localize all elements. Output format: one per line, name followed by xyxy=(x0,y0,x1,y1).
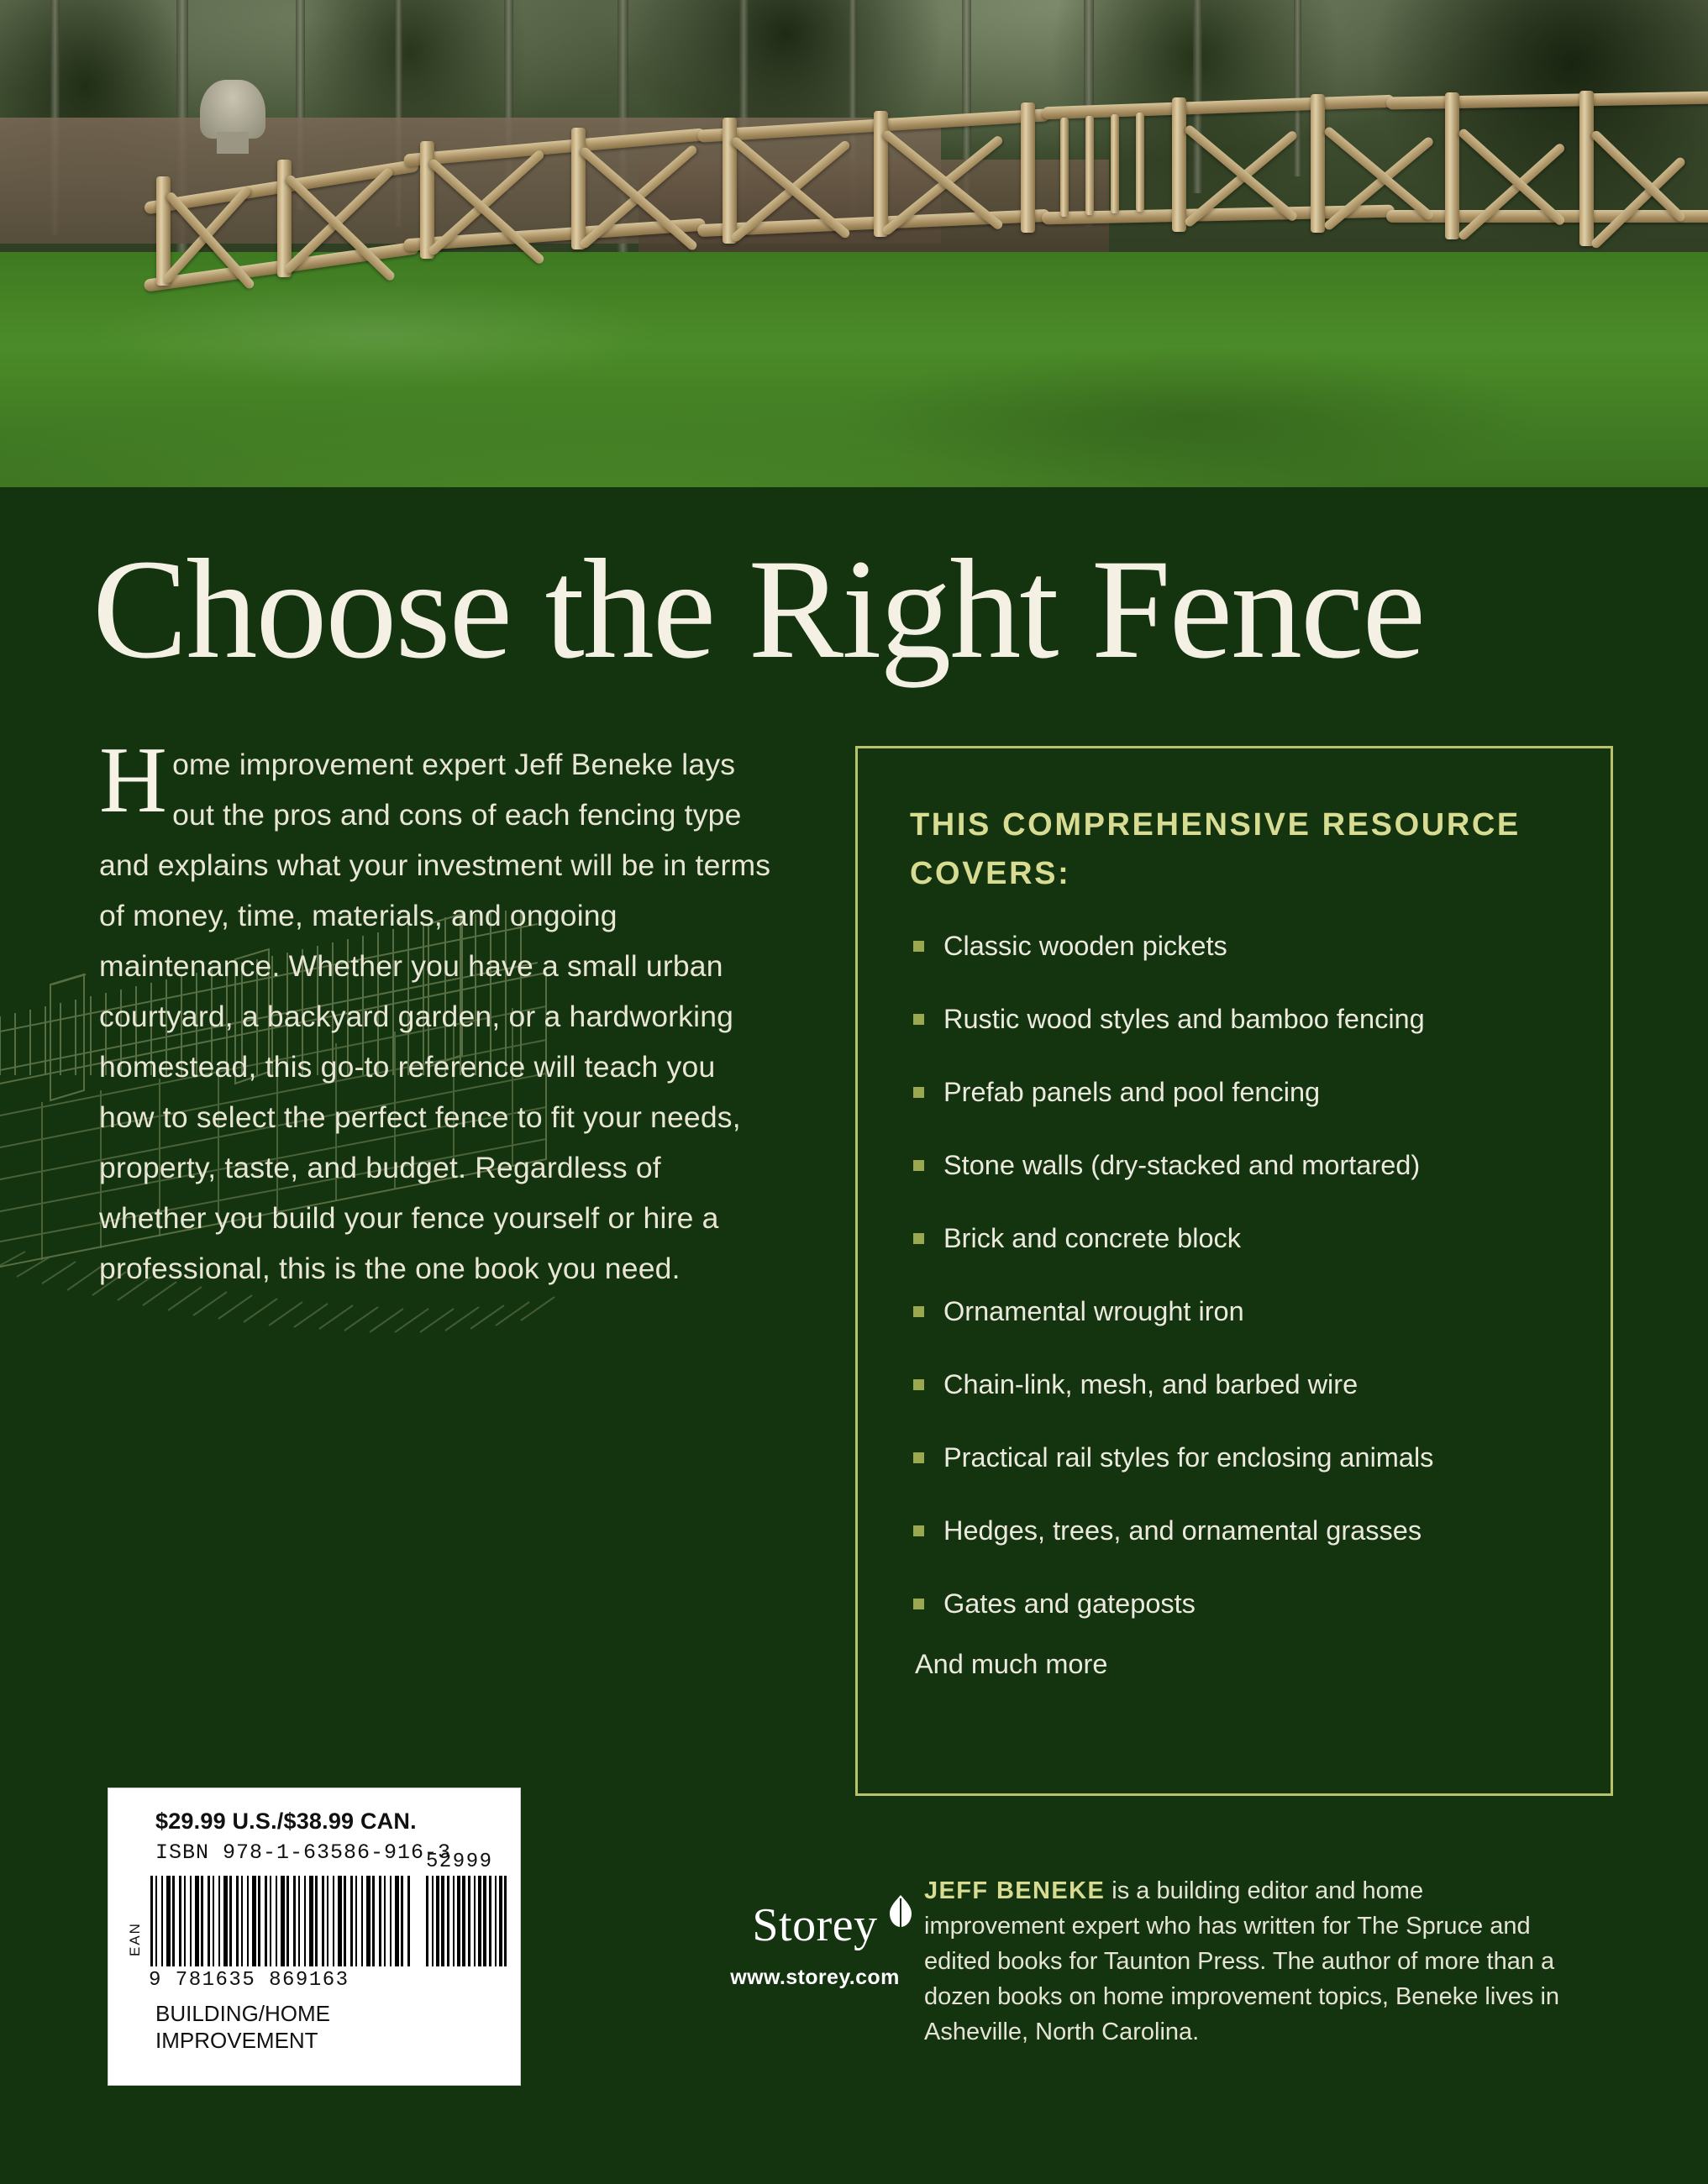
list-item: Stone walls (dry-stacked and mortared) xyxy=(910,1147,1570,1183)
photo-rustic-fence xyxy=(0,0,1708,487)
isbn-label: ISBN 978-1-63586-916-3 xyxy=(155,1840,452,1865)
list-item: Rustic wood styles and bamboo fencing xyxy=(910,1001,1570,1037)
resource-covers-more: And much more xyxy=(915,1649,1108,1679)
publisher-name-text: Storey xyxy=(752,1899,878,1951)
list-item: Gates and gateposts xyxy=(910,1586,1570,1621)
cover-photograph xyxy=(0,0,1708,487)
category-line-2: IMPROVEMENT xyxy=(155,2028,318,2053)
publisher-url[interactable]: www.storey.com xyxy=(730,1966,900,1989)
list-item: Ornamental wrought iron xyxy=(910,1294,1570,1329)
ean-label: EAN xyxy=(127,1922,143,1956)
resource-covers-list xyxy=(910,928,1570,1621)
category-line-1: BUILDING/HOME xyxy=(155,2001,331,2026)
list-item: Classic wooden pickets xyxy=(910,928,1570,963)
category-label xyxy=(155,2000,330,2054)
list-item: Chain-link, mesh, and barbed wire xyxy=(910,1367,1570,1402)
list-item: Prefab panels and pool fencing xyxy=(910,1074,1570,1110)
cover-title: Choose the Right Fence xyxy=(92,530,1424,688)
author-name: JEFF BENEKE xyxy=(924,1877,1106,1904)
blurb-dropcap: H xyxy=(99,728,168,832)
barcode-addon xyxy=(426,1876,507,1966)
cover-blurb xyxy=(99,728,771,1294)
blurb-text: ome improvement expert Jeff Beneke lays out the pros and cons of each fencing type and explains what your investment will be in terms of money, time, materials, and ongoing maintenance. Whether you have a small urban courtyard, a backyard garden, or a hardworking homestead, this go-to reference will teach you how to select the perfect fence to fit your needs, property, taste, and budget. Regardless of whether you build your fence yourself or hire a professional, this is the one book you need. xyxy=(99,748,771,1285)
barcode-main xyxy=(150,1876,411,1966)
barcode-block xyxy=(108,1788,521,2086)
barcode-addon-digits: 52999 xyxy=(426,1851,493,1873)
author-bio xyxy=(924,1873,1563,2050)
publisher-name xyxy=(752,1898,877,1952)
list-item: Practical rail styles for enclosing animals xyxy=(910,1440,1570,1475)
resource-covers-box xyxy=(855,746,1613,1796)
resource-covers-heading: THIS COMPREHENSIVE RESOURCE COVERS: xyxy=(910,807,1521,891)
author-bio-text: is a building editor and home improvement expert who has written for The Spruce and edited books for Taunton Press. The author of more than a dozen books on home improvement topics, Beneke lives in Asheville, North Carolina. xyxy=(924,1877,1560,2045)
list-item: Hedges, trees, and ornamental grasses xyxy=(910,1513,1570,1548)
price-label: $29.99 U.S./$38.99 CAN. xyxy=(155,1809,417,1834)
list-item: Brick and concrete block xyxy=(910,1221,1570,1256)
barcode-main-digits: 9 781635 869163 xyxy=(149,1969,349,1992)
storey-leaf-icon xyxy=(886,1893,915,1930)
